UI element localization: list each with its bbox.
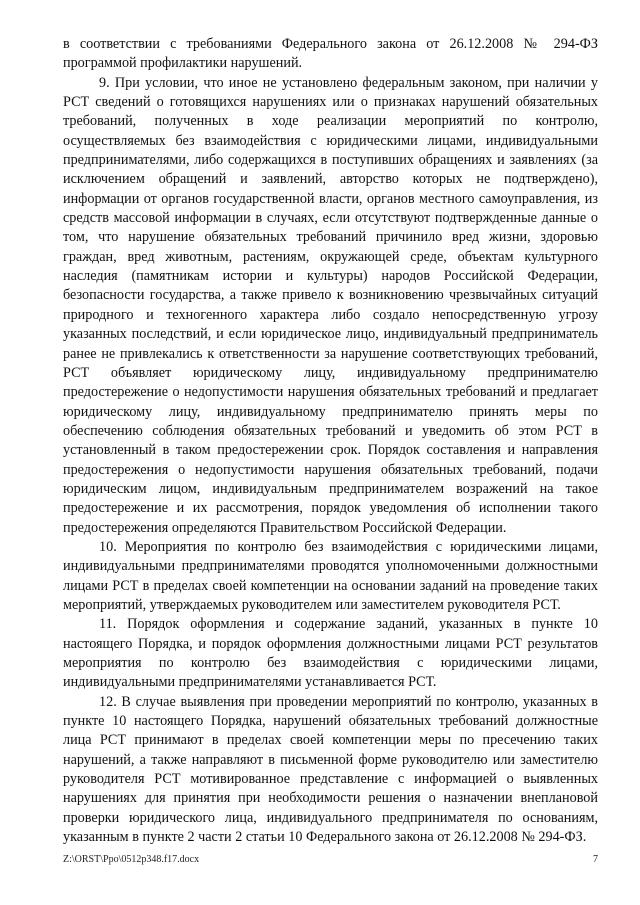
- document-body: [63, 35, 598, 847]
- footer-file-path: Z:\ORST\Ppo\0512p348.f17.docx: [63, 854, 200, 865]
- paragraph-item-12: 12. В случае выявления при проведении мероприятий по контролю, указанных в пункте 10 настоящего Порядка, нарушений обязательных требований должностные лица РСТ принимают в пределах своей компетенции меры по пресечению таких нарушений, а также направляют в письменной форме руководителю или заместителю руководителя РСТ мотивированное представление с информацией о выявленных нарушениях для принятия при необходимости решения о назначении внеплановой проверки юридического лица, индивидуального предпринимателя по основаниям, указанным в пункте 2 части 2 статьи 10 Федерального закона от 26.12.2008 № 294-ФЗ.: [63, 693, 598, 846]
- page-footer: [63, 854, 598, 865]
- paragraph-item-10: 10. Мероприятия по контролю без взаимодействия с юридическими лицами, индивидуальными предпринимателями проводятся уполномоченными должностными лицами РСТ в пределах своей компетенции на основании заданий на проведение таких мероприятий, утверждаемых руководителем или заместителем руководителя РСТ.: [63, 538, 598, 613]
- paragraph-item-11: 11. Порядок оформления и содержание заданий, указанных в пункте 10 настоящего Порядка, и порядок оформления должностными лицами РСТ результатов мероприятия по контролю без взаимодействия с юридическими лицами, индивидуальными предпринимателями устанавливается РСТ.: [63, 616, 598, 691]
- footer-page-number: 7: [593, 854, 598, 865]
- paragraph-continuation: в соответствии с требованиями Федерального закона от 26.12.2008 № 294-ФЗ программой профилактики нарушений.: [63, 36, 598, 72]
- paragraph-item-9: 9. При условии, что иное не установлено федеральным законом, при наличии у РСТ сведений о готовящихся нарушениях или о признаках нарушений обязательных требований, полученных в ходе реализации мероприятий по контролю, осуществляемых без взаимодействия с юридическими лицами, индивидуальными предпринимателями, либо содержащихся в поступивших обращениях и заявлениях (за исключением обращений и заявлений, авторство которых не подтверждено), информации от органов государственной власти, органов местного самоуправления, из средств массовой информации в случаях, если отсутствуют подтвержденные данные о том, что нарушение обязательных требований причинило вред жизни, здоровью граждан, вред животным, растениям, окружающей среде, объектам культурного наследия (памятникам истории и культуры) народов Российской Федерации, безопасности государства, а также привело к возникновению чрезвычайных ситуаций природного и техногенного характера либо создало непосредственную угрозу указанных последствий, и если юридическое лицо, индивидуальный предприниматель ранее не привлекались к ответственности за нарушение соответствующих требований, РСТ объявляет юридическому лицу, индивидуальному предпринимателю предостережение о недопустимости нарушения обязательных требований и предлагает юридическому лицу, индивидуальному предпринимателю принять меры по обеспечению соблюдения обязательных требований и уведомить об этом РСТ в установленный в таком предостережении срок. Порядок составления и направления предостережения о недопустимости нарушения обязательных требований, подачи юридическим лицом, индивидуальным предпринимателем возражений на такое предостережение и их рассмотрения, порядок уведомления об исполнении такого предостережения определяются Правительством Российской Федерации.: [63, 74, 598, 536]
